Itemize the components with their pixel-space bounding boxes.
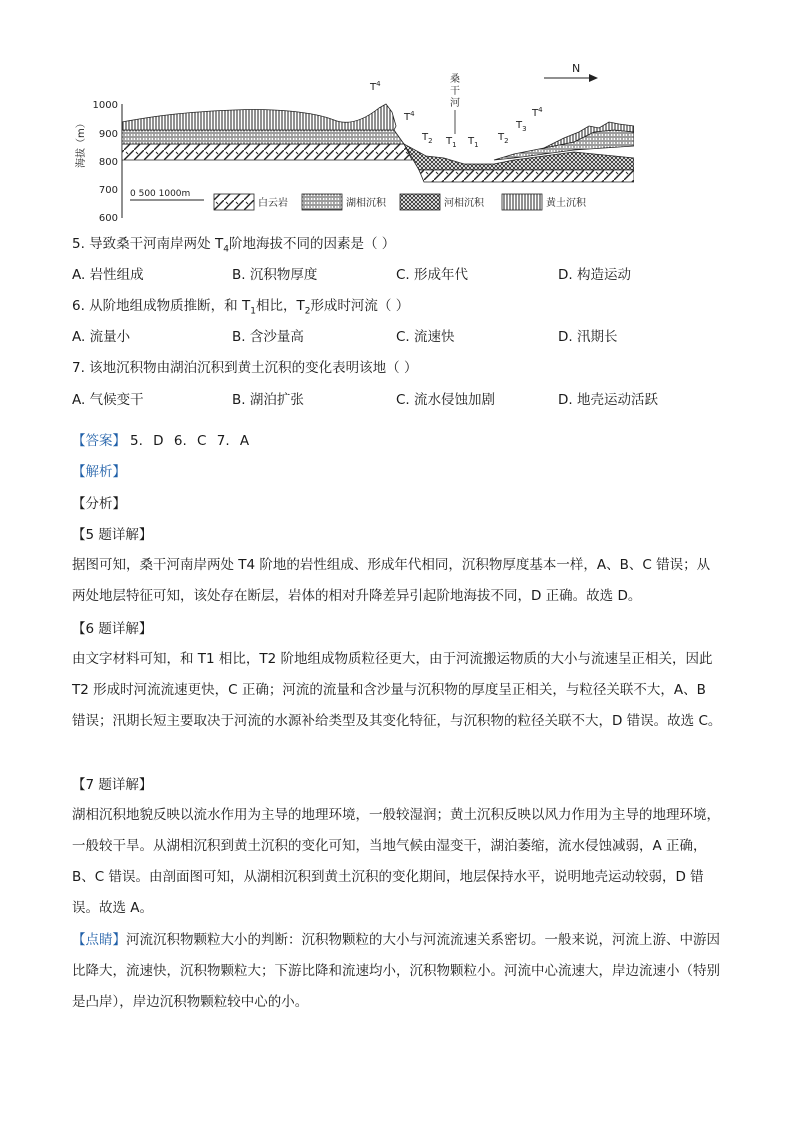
y-axis-label: 海拔（m） (76, 118, 87, 168)
question-7-stem: 7. 该地沉积物由湖泊沉积到黄土沉积的变化表明该地（ ） (72, 360, 418, 376)
q5-option-b: B. 沉积物厚度 (232, 267, 318, 283)
north-arrow (544, 62, 598, 82)
legend-dolomite: 白云岩 (258, 198, 288, 209)
y-tick-label: 600 (98, 213, 118, 224)
y-tick-label: 900 (98, 129, 118, 140)
svg-text:桑: 桑 (450, 74, 460, 85)
river-label (450, 73, 460, 109)
q6-option-c: C. 流速快 (396, 329, 455, 345)
answer-values: 5. D 6. C 7. A (130, 433, 250, 449)
legend-loess-deposit: 黄土沉积 (546, 198, 586, 209)
y-axis-ticks (93, 100, 118, 224)
q7-option-b: B. 湖泊扩张 (232, 392, 304, 408)
q5-option-d: D. 构造运动 (558, 267, 631, 283)
legend-river-deposit: 河相沉积 (444, 198, 484, 209)
q7-option-c: C. 流水侵蚀加剧 (396, 392, 496, 408)
svg-text:T4: $T^4$ (532, 106, 543, 119)
svg-text:T2: $T_2$ (422, 132, 433, 145)
question-6-stem: 6. 从阶地组成物质推断，和 $T_1$相比，$T_2$形成时河流（ ） (72, 298, 410, 317)
q6-option-b: B. 含沙量高 (232, 329, 304, 345)
svg-text:T3: $T_3$ (516, 120, 527, 133)
question-5-stem: 5. 导致桑干河南岸两处 $T_4$阶地海拔不同的因素是（ ） (72, 236, 396, 255)
y-tick-label: 800 (98, 157, 118, 168)
detail-6-text: 由文字材料可知，和 T1 相比，T2 阶地组成物质粒径更大，由于河流搬运物质的大小与流速呈正相关，因此 T2 形成时河流流速更快，C 正确；河流的流量和含沙量与沉积物的厚度呈正相关，与粒径关联不大，A、B 错误；汛期长短主要取决于河流的水源补给类型及其变化特征，与沉积物的粒径关联不大，D 错误。故选 C。 (72, 651, 722, 729)
q7-option-a: A. 气候变干 (72, 392, 144, 408)
dianjing-text: 河流沉积物颗粒大小的判断：沉积物颗粒的大小与河流流速关系密切。一般来说，河流上游、中游因比降大，流速快，沉积物颗粒大；下游比降和流速均小，沉积物颗粒小。河流中心流速大，岸边流速小（特别是凸岸），岸边沉积物颗粒较中心的小。 (72, 932, 720, 1010)
fenxi-tag: 【分析】 (72, 496, 126, 512)
svg-text:河: 河 (450, 98, 460, 109)
svg-text:T4: $T^4$ (404, 110, 415, 123)
legend (214, 194, 587, 210)
north-label: N (572, 62, 581, 75)
legend-lake-deposit: 湖相沉积 (346, 198, 386, 209)
loess-layer-left (122, 104, 396, 130)
scale-bar (130, 189, 204, 200)
q5-option-c: C. 形成年代 (396, 267, 469, 283)
analysis-tag: 【解析】 (72, 464, 126, 480)
detail-5-text: 据图可知，桑干河南岸两处 T4 阶地的岩性组成、形成年代相同，沉积物厚度基本一样，A、B、C 错误；从两处地层特征可知，该处存在断层，岩体的相对升降差异引起阶地海拔不同，D 正确。故选 D。 (72, 557, 711, 604)
detail-5-tag: 【5 题详解】 (72, 527, 153, 543)
svg-text:T2: $T_2$ (498, 132, 509, 145)
detail-6-tag: 【6 题详解】 (72, 621, 153, 637)
detail-7-tag: 【7 题详解】 (72, 777, 153, 793)
answer-line (72, 431, 249, 451)
detail-7-text: 湖相沉积地貌反映以流水作用为主导的地理环境，一般较湿润；黄土沉积反映以风力作用为主导的地理环境，一般较干旱。从湖相沉积到黄土沉积的变化可知，当地气候由湿变干，湖泊萎缩，流水侵蚀减弱，A 正确，B、C 错误。由剖面图可知，从湖相沉积到黄土沉积的变化期间，地层保持水平，说明地壳运动较弱，D 错误。故选 A。 (72, 807, 720, 916)
svg-text:0 500 1000m: 0 500 1000m (130, 189, 191, 199)
lake-layer-left (122, 130, 404, 144)
q6-option-a: A. 流量小 (72, 329, 131, 345)
q5-option-a: A. 岩性组成 (72, 267, 144, 283)
q7-option-d: D. 地壳运动活跃 (558, 392, 658, 408)
q6-option-d: D. 汛期长 (558, 329, 618, 345)
svg-text:T1: $T_1$ (446, 136, 457, 149)
y-tick-label: 1000 (92, 100, 118, 111)
svg-text:干: 干 (450, 86, 460, 97)
answer-tag: 【答案】 (72, 433, 126, 449)
dianjing-paragraph (72, 925, 722, 1018)
terrace-cross-section-figure (74, 60, 634, 228)
dolomite-layer-valley (419, 170, 634, 182)
dolomite-layer-left (122, 144, 412, 160)
dianjing-tag: 【点睛】 (72, 932, 126, 948)
svg-text:T1: $T_1$ (468, 136, 479, 149)
y-tick-label: 700 (98, 185, 118, 196)
svg-text:T4: $T^4$ (370, 80, 381, 93)
